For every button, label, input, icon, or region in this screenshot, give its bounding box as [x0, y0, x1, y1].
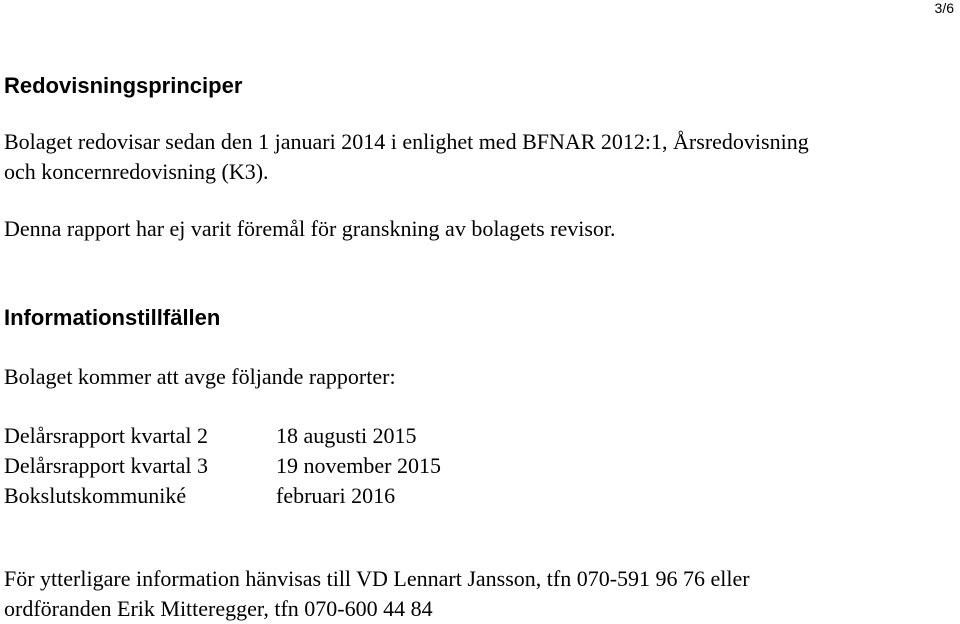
accounting-principles-line-2: och koncernredovisning (K3).	[4, 159, 269, 184]
report-name: Delårsrapport kvartal 3	[4, 453, 209, 478]
accounting-principles-paragraph	[4, 127, 809, 187]
reports-intro: Bolaget kommer att avge följande rapporter:	[4, 364, 396, 389]
audit-statement: Denna rapport har ej varit föremål för granskning av bolagets revisor.	[4, 216, 616, 241]
report-date: februari 2016	[276, 483, 396, 508]
report-date: 18 augusti 2015	[276, 423, 417, 448]
accounting-principles-heading: Redovisningsprinciper	[4, 73, 243, 98]
report-schedule-row	[4, 481, 441, 511]
report-schedule	[4, 421, 441, 511]
report-date: 19 november 2015	[276, 453, 441, 478]
accounting-principles-line-1: Bolaget redovisar sedan den 1 januari 2014 i enlighet med BFNAR 2012:1, Årsredovisning	[4, 129, 809, 154]
page-number: 3/6	[934, 0, 954, 16]
report-name: Bokslutskommuniké	[4, 483, 187, 508]
contact-information	[4, 564, 750, 624]
information-occasions-heading: Informationstillfällen	[4, 305, 221, 330]
report-name: Delårsrapport kvartal 2	[4, 423, 209, 448]
report-schedule-row	[4, 451, 441, 481]
contact-line-2: ordföranden Erik Mitteregger, tfn 070-600 44 84	[4, 596, 433, 621]
report-schedule-row	[4, 421, 441, 451]
contact-line-1: För ytterligare information hänvisas till VD Lennart Jansson, tfn 070-591 96 76 eller	[4, 566, 750, 591]
